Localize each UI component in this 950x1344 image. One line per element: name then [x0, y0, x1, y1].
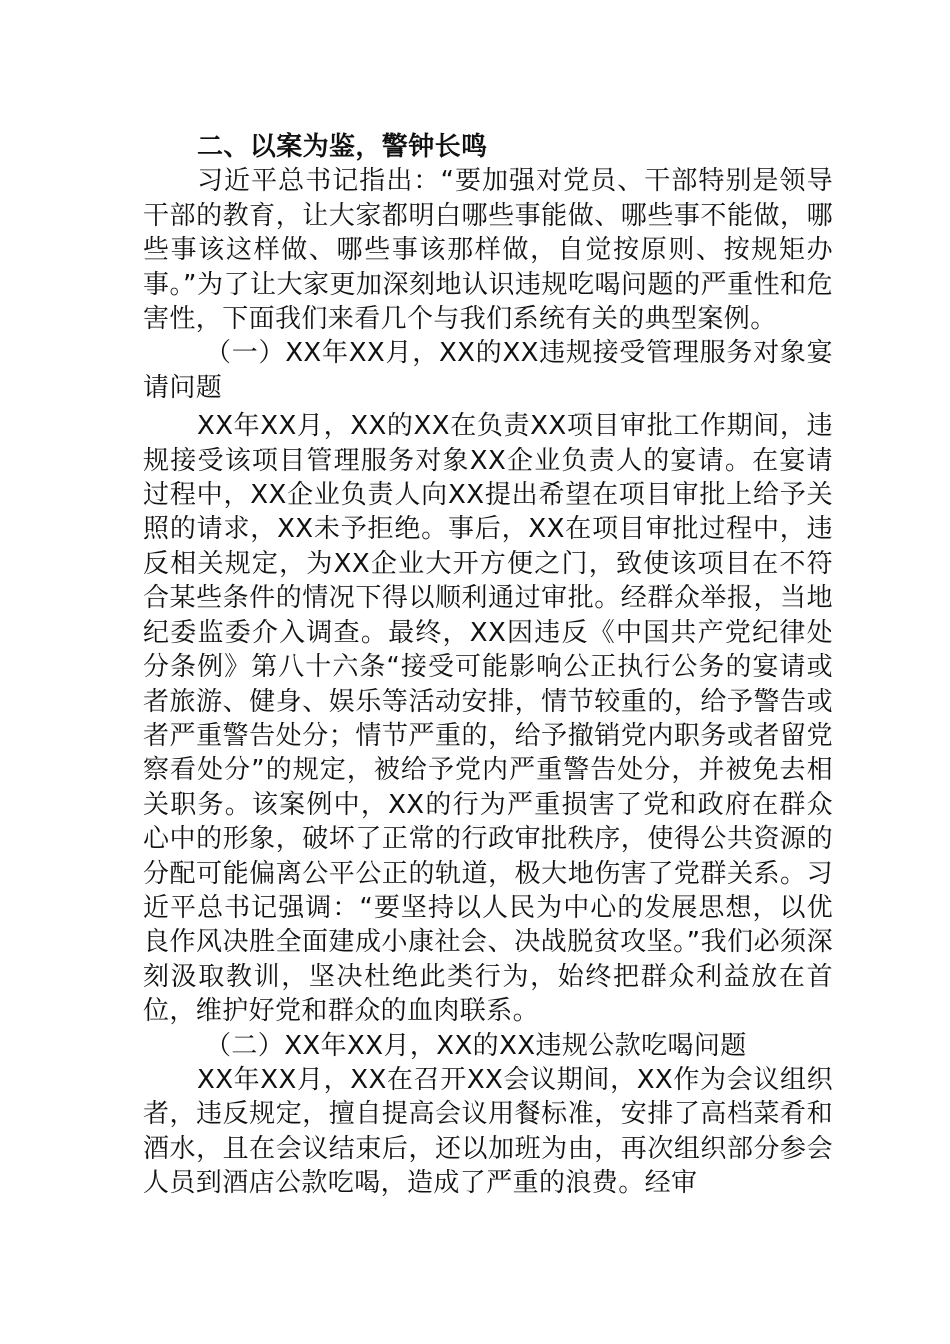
section-heading: 二、以案为鉴，警钟长鸣 — [197, 132, 488, 162]
case1-body: XX年XX月，XX的XX在负责XX项目审批工作期间，违规接受该项目管理服务对象XX企业负责人的宴请。在宴请过程中，XX企业负责人向XX提出希望在项目审批上给予关照的请求，XX未予拒绝。事后，XX在项目审批过程中，违反相关规定，为XX企业大开方便之门，致使该项目在不符合某些条件的情况下得以顺利通过审批。经群众举报，当地纪委监委介入调查。最终，XX因违反《中国共产党纪律处分条例》第八十六条“接受可能影响公正执行公务的宴请或者旅游、健身、娱乐等活动安排，情节较重的，给予警告或者严重警告处分；情节严重的，给予撤销党内职务或者留党察看处分”的规定，被给予党内严重警告处分，并被免去相关职务。该案例中，XX的行为严重损害了党和政府在群众心中的形象，破坏了正常的行政审批秩序，使得公共资源的分配可能偏离公平公正的轨道，极大地伤害了党群关系。习近平总书记强调：“要坚持以人民为中心的发展思想，以优良作风决胜全面建成小康社会、决战脱贫攻坚。”我们必须深刻汲取教训，坚决杜绝此类行为，始终把群众利益放在首位，维护好党和群众的血肉联系。 — [143, 411, 833, 1027]
case2-body: XX年XX月，XX在召开XX会议期间，XX作为会议组织者，违反规定，擅自提高会议用餐标准，安排了高档菜肴和酒水，且在会议结束后，还以加班为由，再次组织部分参会人员到酒店公款吃喝，造成了严重的浪费。经审 — [143, 1064, 833, 1199]
case2-title: （二）XX年XX月，XX的XX违规公款吃喝问题 — [205, 1030, 747, 1061]
case1-title: （一）XX年XX月，XX的XX违规接受管理服务对象宴请问题 — [143, 338, 833, 403]
intro-paragraph: 习近平总书记指出：“要加强对党员、干部特别是领导干部的教育，让大家都明白哪些事能做、哪些事不能做，哪些事该这样做、哪些事该那样做，自觉按原则、按规矩办事。”为了让大家更加深刻地认识违规吃喝问题的严重性和危害性，下面我们来看几个与我们系统有关的典型案例。 — [143, 166, 833, 335]
document-body — [143, 130, 833, 1201]
